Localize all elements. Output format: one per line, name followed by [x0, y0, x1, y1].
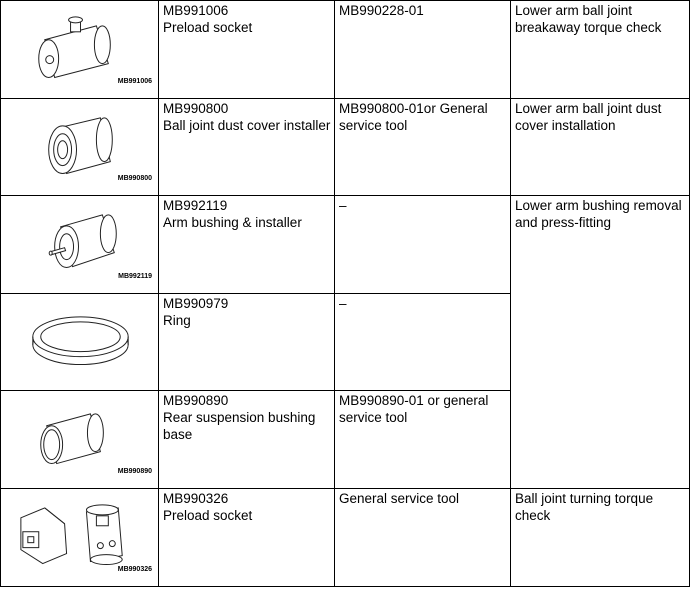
tool-code-label: MB990800 [117, 175, 152, 182]
application-cell: Ball joint turning torque check [511, 489, 690, 587]
tool-number: MB990890 [163, 393, 229, 408]
tool-number: MB990979 [163, 296, 229, 311]
tool-number: MB991006 [163, 3, 229, 18]
tool-name: Arm bushing & installer [163, 215, 302, 230]
table-row [1, 1, 690, 99]
tool-number-name-cell [159, 99, 335, 196]
tool-name: Ring [163, 313, 191, 328]
supersession-cell: MB990890-01 or general service tool [335, 391, 511, 489]
application-cell: Lower arm ball joint dust cover installation [511, 99, 690, 196]
tool-number: MB990326 [163, 491, 229, 506]
tool-code-label: MB990890 [117, 468, 152, 475]
tool-code-label: MB990326 [117, 566, 152, 573]
application-cell: Lower arm ball joint breakaway torque check [511, 1, 690, 99]
tool-name: Preload socket [163, 20, 253, 35]
tool-number-name-cell [159, 391, 335, 489]
tool-illustration-cell [1, 99, 159, 196]
tool-number-name-cell [159, 294, 335, 391]
supersession-cell: MB990800-01or General service tool [335, 99, 511, 196]
table-row [1, 489, 690, 587]
supersession-cell: – [335, 294, 511, 391]
tool-illustration-cell [1, 391, 159, 489]
table-row [1, 99, 690, 196]
tool-illustration-cell [1, 489, 159, 587]
tool-name: Ball joint dust cover installer [163, 118, 331, 133]
tool-number-name-cell [159, 489, 335, 587]
tool-number-name-cell [159, 1, 335, 99]
tool-number: MB990800 [163, 101, 229, 116]
tool-number-name-cell [159, 196, 335, 294]
supersession-cell: MB990228-01 [335, 1, 511, 99]
tool-code-label: MB992119 [118, 273, 152, 280]
tool-name: Rear suspension bushing base [163, 410, 316, 442]
tool-code-label: MB991006 [117, 78, 152, 85]
tool-illustration-cell [1, 196, 159, 294]
table-row [1, 196, 690, 294]
tool-name: Preload socket [163, 508, 253, 523]
ring-illustration [1, 295, 158, 389]
supersession-cell: – [335, 196, 511, 294]
supersession-cell: General service tool [335, 489, 511, 587]
application-cell: Lower arm bushing removal and press-fitting [511, 196, 690, 489]
tool-illustration-cell [1, 1, 159, 99]
tool-illustration-cell [1, 294, 159, 391]
tool-number: MB992119 [163, 198, 228, 213]
